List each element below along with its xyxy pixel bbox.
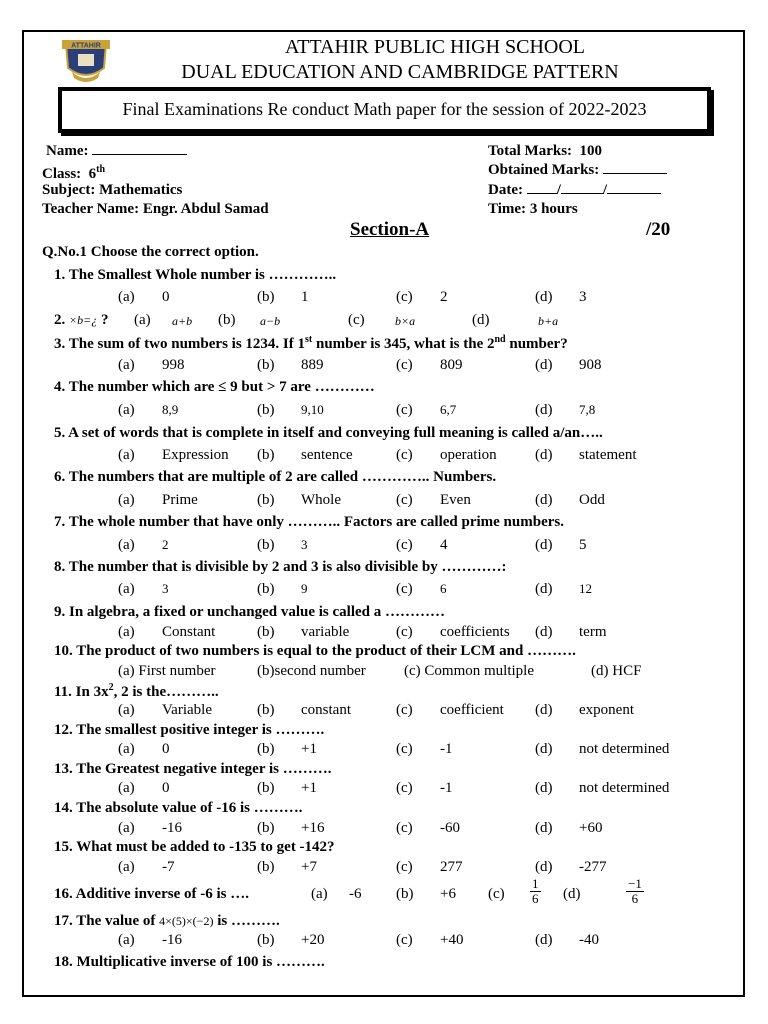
q14-opt-b: (b) +16 [257,820,325,836]
q7-opt-c: (c) 4 [396,537,448,553]
teacher-label: Teacher Name: [42,201,140,217]
q6-opt-b: (b) Whole [257,492,341,508]
question-4: 4. The number which are ≤ 9 but > 7 are ………… [54,379,375,395]
question-10: 10. The product of two numbers is equal to the product of their LCM and ………. [54,643,576,659]
question-17: 17. The value of 4×(5)×(−2) is ………. [54,913,280,929]
exam-banner [58,87,711,133]
q8-opt-d: (d) 12 [535,581,592,597]
q7-opt-b: (b) 3 [257,537,308,553]
q13-opt-d: (d) not determined [535,780,670,796]
q16-frac-d-num: −1 [628,876,642,891]
total-marks-line [488,141,602,161]
subject-value: Mathematics [99,182,183,198]
q15-opt-a: (a) -7 [118,859,175,875]
q12-opt-c: (c) -1 [396,741,453,757]
subject-label: Subject: [42,182,96,198]
obtained-marks-label: Obtained Marks: [488,162,600,178]
class-value: 6 [88,166,97,182]
q16-frac-c [530,877,541,906]
question-15: 15. What must be added to -135 to get -142? [54,839,335,855]
question-9: 9. In algebra, a fixed or unchanged value is called a ………… [54,604,445,620]
q4-opt-c: (c) 6,7 [396,402,457,418]
time-label: Time: [488,201,527,217]
q16-frac-d-den: 6 [631,891,639,906]
time-line [488,199,578,219]
q8-opt-b: (b) 9 [257,581,308,597]
q17-opt-b: (b) +20 [257,932,325,948]
question-18: 18. Multiplicative inverse of 100 is ………. [54,954,325,970]
q2-opt-c: (c) b×a [348,312,416,328]
q11-opt-a: (a) Variable [118,702,212,718]
q10-opt-d: (d) HCF [591,663,642,679]
instruction: Q.No.1 Choose the correct option. [42,244,259,260]
q12-opt-a: (a) 0 [118,741,170,757]
q13-opt-a: (a) 0 [118,780,170,796]
q2-opt-a: (a) a+b [134,312,193,328]
q16-opt-a: (a) -6 [311,886,362,902]
total-marks-value: 100 [579,143,603,159]
q16-frac-d [626,877,644,906]
total-marks-label: Total Marks: [488,143,573,159]
exam-pattern: DUAL EDUCATION AND CAMBRIDGE PATTERN [181,61,619,83]
school-logo [58,38,114,84]
q8-opt-a: (a) 3 [118,581,169,597]
section-marks: /20 [646,219,671,240]
question-1: 1. The Smallest Whole number is ………….. [54,267,337,283]
exam-banner-text: Final Examinations Re conduct Math paper for the session of 2022-2023 [122,99,647,119]
school-name: ATTAHIR PUBLIC HIGH SCHOOL [284,36,586,58]
q16-opt-d: (d) [563,886,581,902]
q3-opt-c: (c) 809 [396,357,463,373]
question-16: 16. Additive inverse of -6 is …. [54,886,249,902]
q9-opt-c: (c) coefficients [396,624,510,640]
svg-text:ATTAHIR: ATTAHIR [71,42,101,50]
q6-opt-a: (a) Prime [118,492,198,508]
q1-opt-d: (d) 3 [535,289,587,305]
name-line [46,141,187,161]
q8-opt-c: (c) 6 [396,581,447,597]
question-3: 3. The sum of two numbers is 1234. If 1st number is 345, what is the 2nd number? [54,334,568,352]
q5-opt-c: (c) operation [396,447,497,463]
name-blank[interactable] [92,142,187,155]
q11-opt-c: (c) coefficient [396,702,504,718]
question-14: 14. The absolute value of -16 is ………. [54,800,303,816]
q4-opt-d: (d) 7,8 [535,402,596,418]
q5-opt-d: (d) statement [535,447,637,463]
question-7: 7. The whole number that have only ……….. Factors are called prime numbers. [54,514,564,530]
q1-opt-c: (c) 2 [396,289,448,305]
question-8: 8. The number that is divisible by 2 and 3 is also divisible by …………: [54,559,507,575]
q12-opt-b: (b) +1 [257,741,317,757]
question-13: 13. The Greatest negative integer is ………. [54,761,332,777]
q1-opt-b: (b) 1 [257,289,309,305]
q14-opt-a: (a) -16 [118,820,182,836]
q14-opt-c: (c) -60 [396,820,460,836]
teacher-value: Engr. Abdul Samad [142,201,269,217]
q17-opt-c: (c) +40 [396,932,464,948]
date-day-blank[interactable] [527,181,557,194]
date-year-blank[interactable] [607,181,661,194]
q6-opt-d: (d) Odd [535,492,605,508]
q9-opt-a: (a) Constant [118,624,216,640]
q2-opt-d: (d) b+a [472,312,559,328]
question-5: 5. A set of words that is complete in itself and conveying full meaning is called a/an….. [54,425,603,441]
teacher-line [42,199,269,219]
q17-opt-a: (a) -16 [118,932,182,948]
q16-opt-b: (b) +6 [396,886,456,902]
q14-opt-d: (d) +60 [535,820,603,836]
time-value: 3 hours [529,201,578,217]
q10-opt-b: (b)second number [257,663,366,679]
q9-opt-b: (b) variable [257,624,350,640]
obtained-marks-line [488,160,667,180]
name-label: Name: [46,143,89,159]
q4-opt-a: (a) 8,9 [118,402,179,418]
q5-opt-a: (a) Expression [118,447,229,463]
obtained-marks-blank[interactable] [603,161,667,174]
q7-opt-a: (a) 2 [118,537,169,553]
q15-opt-c: (c) 277 [396,859,463,875]
question-12: 12. The smallest positive integer is ………. [54,722,325,738]
q17-opt-d: (d) -40 [535,932,599,948]
q11-opt-b: (b) constant [257,702,351,718]
q1-opt-a: (a) 0 [118,289,170,305]
q9-opt-d: (d) term [535,624,607,640]
question-6: 6. The numbers that are multiple of 2 are called ………….. Numbers. [54,469,497,485]
q2-opt-b: (b) a−b [218,312,281,328]
question-2: 2. ×b=¿ ? [54,312,109,328]
q3-opt-a: (a) 998 [118,357,185,373]
q16-opt-c: (c) [488,886,505,902]
q3-opt-b: (b) 889 [257,357,324,373]
q16-frac-c-num: 1 [532,876,539,891]
q16-frac-c-den: 6 [532,891,539,906]
class-sup: th [96,164,106,175]
date-month-blank[interactable] [561,181,603,194]
q5-opt-b: (b) sentence [257,447,353,463]
question-11: 11. In $3x^2$, 2 is the……….. [54,682,219,700]
class-label: Class: [42,166,82,182]
q7-opt-d: (d) 5 [535,537,587,553]
subject-line [42,180,182,200]
q15-opt-b: (b) +7 [257,859,317,875]
q10-opt-a: (a) First number [118,663,216,679]
q4-opt-b: (b) 9,10 [257,402,324,418]
q11-opt-d: (d) exponent [535,702,634,718]
q6-opt-c: (c) Even [396,492,471,508]
q13-opt-b: (b) +1 [257,780,317,796]
section-title: Section-A [350,219,430,240]
q10-opt-c: (c) Common multiple [404,663,534,679]
date-label: Date: [488,182,523,198]
q12-opt-d: (d) not determined [535,741,670,757]
q13-opt-c: (c) -1 [396,780,453,796]
q3-opt-d: (d) 908 [535,357,602,373]
date-line: Date: / / [488,180,661,200]
q15-opt-d: (d) -277 [535,859,607,875]
